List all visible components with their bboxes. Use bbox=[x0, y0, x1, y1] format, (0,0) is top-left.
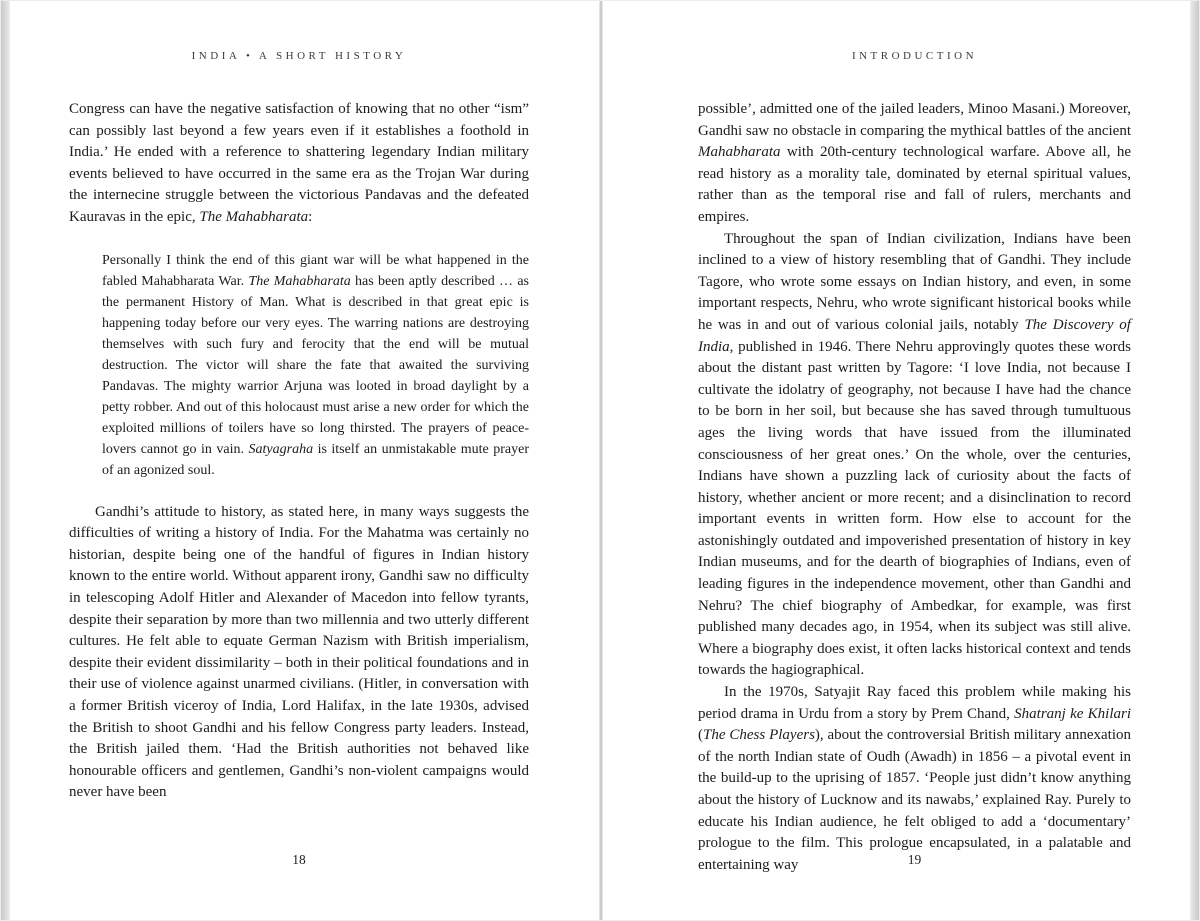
running-head-left: INDIA • A SHORT HISTORY bbox=[191, 50, 407, 62]
page-left bbox=[10, 1, 599, 920]
text-run: Congress can have the negative satisfaction of knowing that no other “ism” can possibly last beyond a few years even if it establishes a foothold in India.’ He ended with a reference to shattering legendary Indian military events believed to have occurred in the same era as the Trojan War during the internecine struggle between the victorious Pandavas and the defeated Kauravas in the epic, bbox=[69, 101, 529, 225]
page-number-left: 18 bbox=[292, 852, 306, 867]
text-run: , published in 1946. There Nehru approvingly quotes these words about the distant past written by Tagore: ‘I love India, not because I cultivate the idolatry of geography, not because I have had the chance to be born in her soil, but because she has saved through tumultuous ages the living words that have issued from the illuminated consciousness of her great ones.’ On the whole, over the centuries, Indians have shown a puzzling lack of curiosity about the facts of history, whether ancient or more recent; and a disinclination to record important events in written form. How else to account for the astonishingly outdated and impoverished presentation of history in key Indian museums, and for the dearth of biographies of Indians, even of leading figures in the independence movement, other than Gandhi and Nehru? The chief biography of Ambedkar, for example, was first published many decades ago, in 1954, when its subject was still alive. Where a biography does exist, it often lacks historical context and tends towards the hagiographical. bbox=[698, 338, 1131, 679]
italic-text-run: The Mahabharata bbox=[248, 273, 351, 289]
text-run: ), about the controversial British military annexation of the north Indian state of Oudh (Awadh) in 1856 – a pivotal event in the build-up to the uprising of 1857. ‘People just didn’t know anything about the history of Lucknow and its nawabs,’ explained Ray. Purely to educate his Indian audience, he felt obliged to add a ‘documentary’ prologue to the film. This prologue encapsulated, in a palatable and entertaining way bbox=[698, 727, 1131, 873]
text-run: In the 1970s, Satyajit Ray faced this problem while making his period drama in Urdu from a story by Prem Chand, bbox=[698, 684, 1131, 722]
italic-text-run: The Discovery of India bbox=[698, 316, 1131, 355]
text-run: is itself an unmistakable mute prayer of an agonized soul. bbox=[102, 441, 529, 478]
right-page-edge bbox=[1190, 1, 1199, 920]
text-run: Throughout the span of Indian civilization, Indians have been inclined to a view of history resembling that of Gandhi. They include Tagore, who wrote some essays on Indian history, and even, in some important respects, Nehru, who wrote significant historical books while he was in and out of various colonial jails, notably bbox=[698, 230, 1131, 333]
text-run: ( bbox=[698, 727, 703, 744]
paragraph bbox=[69, 502, 529, 804]
paragraph bbox=[69, 99, 529, 229]
italic-text-run: Mahabharata bbox=[698, 144, 781, 161]
text-run: with 20th-century technological warfare. Above all, he read history as a morality tale, dominated by eternal spiritual values, rather than as the temporal rise and fall of rulers, merchants and empires. bbox=[698, 144, 1131, 225]
page-number-right: 19 bbox=[907, 852, 922, 867]
italic-text-run: Satyagraha bbox=[248, 441, 314, 457]
italic-text-run: The Chess Players bbox=[703, 727, 815, 744]
text-run: Gandhi’s attitude to history, as stated here, in many ways suggests the difficulties of writing a history of India. For the Mahatma was certainly no historian, despite being one of the handful of figures in Indian history known to the entire world. Without apparent irony, Gandhi saw no difficulty in telescoping Adolf Hitler and Alexander of Macedon into fellow tyrants, despite their separation by more than two millennia and two utterly different cultures. He felt able to equate German Nazism with British imperialism, despite their evident dissimilarity – both in their political foundations and in their use of violence against unarmed civilians. (Hitler, in conversation with a former British viceroy of India, Lord Halifax, in the late 1930s, advised the British to shoot Gandhi and his fellow Congress party leaders. Instead, the British jailed them. ‘Had the British authorities not behaved like honourable officers and gentlemen, Gandhi’s non-violent campaigns would never have been bbox=[69, 503, 529, 801]
italic-text-run: Shatranj ke Khilari bbox=[1014, 705, 1131, 722]
text-run: has been aptly described … as the permanent History of Man. What is described in that great epic is happening today before our very eyes. The warring nations are destroying themselves with such fury and ferocity that the end will be mutual destruction. The victor will share the fate that awaited the surviving Pandavas. The mighty warrior Arjuna was looted in broad daylight by a petty robber. And out of this holocaust must arise a new order for which the exploited millions of toilers have so long thirsted. The prayers of peace-lovers cannot go in vain. bbox=[102, 273, 530, 457]
running-head-right: INTRODUCTION bbox=[851, 50, 978, 62]
page-body-left bbox=[69, 99, 529, 804]
paragraph bbox=[698, 229, 1131, 682]
paragraph bbox=[698, 682, 1131, 876]
paragraph bbox=[698, 99, 1131, 229]
text-run: : bbox=[308, 208, 313, 225]
page-right bbox=[603, 1, 1192, 920]
italic-text-run: The Mahabharata bbox=[199, 208, 309, 225]
page-body-right bbox=[698, 99, 1131, 876]
blockquote bbox=[102, 250, 529, 481]
text-run: possible’, admitted one of the jailed leaders, Minoo Masani.) Moreover, Gandhi saw no obstacle in comparing the mythical battles of the ancient bbox=[698, 101, 1131, 139]
text-run: Personally I think the end of this giant war will be what happened in the fabled Mahabharata War. bbox=[102, 252, 529, 289]
left-page-edge bbox=[1, 1, 10, 920]
